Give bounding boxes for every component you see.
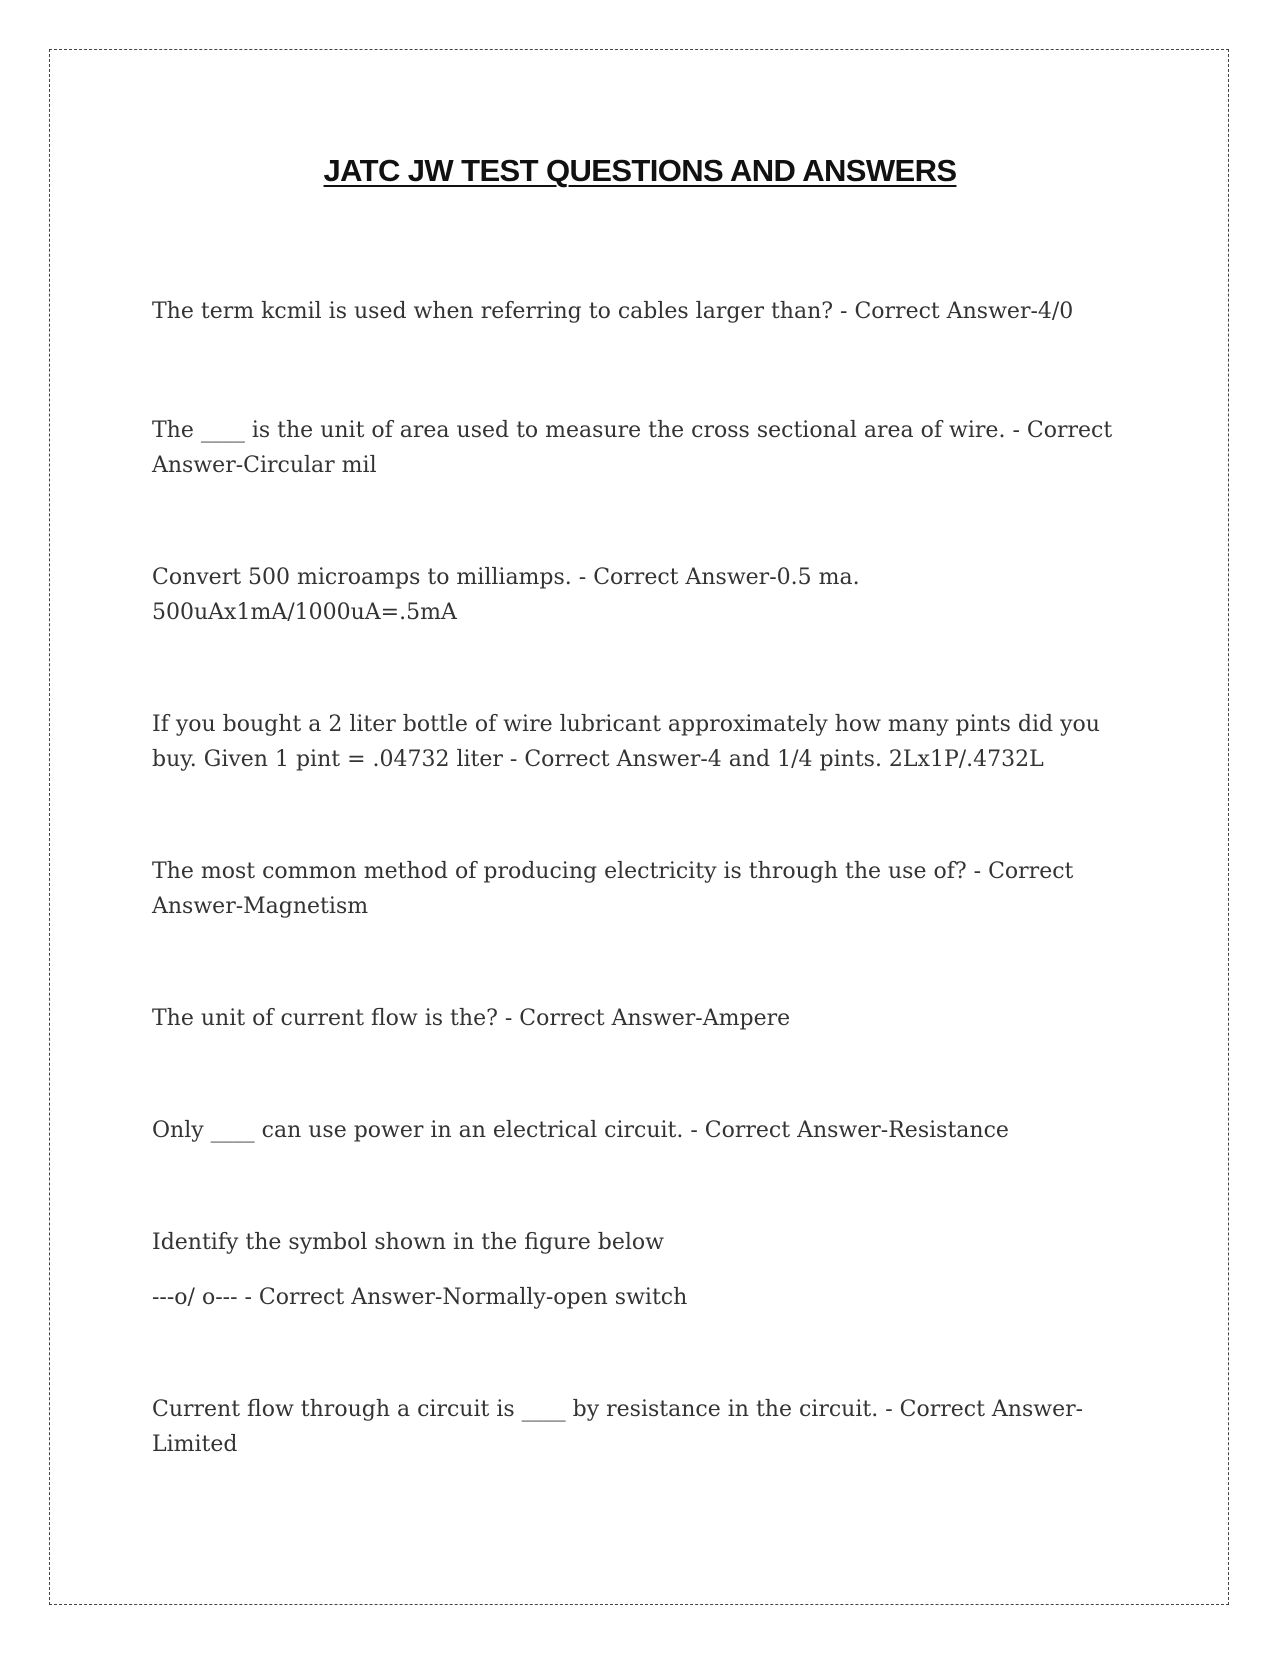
qa-item-8-question: Identify the symbol shown in the figure below [152,1230,664,1255]
qa-item-9: Current flow through a circuit is ____ by resistance in the circuit. - Correct Answer-Limited [152,1397,1084,1457]
document-title-text: JATC JW TEST QUESTIONS AND ANSWERS [323,153,957,188]
qa-item-6: The unit of current flow is the? - Correct Answer-Ampere [152,1006,791,1031]
qa-item-2: The ____ is the unit of area used to measure the cross sectional area of wire. - Correct Answer-Circular mil [152,418,1113,478]
qa-item-8-answer: ---o/ o--- - Correct Answer-Normally-open switch [152,1285,688,1310]
qa-item-7: Only ____ can use power in an electrical circuit. - Correct Answer-Resistance [152,1118,1009,1143]
qa-item-4: If you bought a 2 liter bottle of wire lubricant approximately how many pints did you buy. Given 1 pint = .04732 liter - Correct Answer-4 and 1/4 pints. 2Lx1P/.4732L [152,712,1100,772]
document-title [0,153,1280,189]
page-border [49,49,1229,1605]
qa-item-5: The most common method of producing electricity is through the use of? - Correct Answer-Magnetism [152,859,1074,919]
qa-item-3: Convert 500 microamps to milliamps. - Correct Answer-0.5 ma. 500uAx1mA/1000uA=.5mA [152,565,860,625]
qa-item-1: The term kcmil is used when referring to cables larger than? - Correct Answer-4/0 [152,299,1074,324]
